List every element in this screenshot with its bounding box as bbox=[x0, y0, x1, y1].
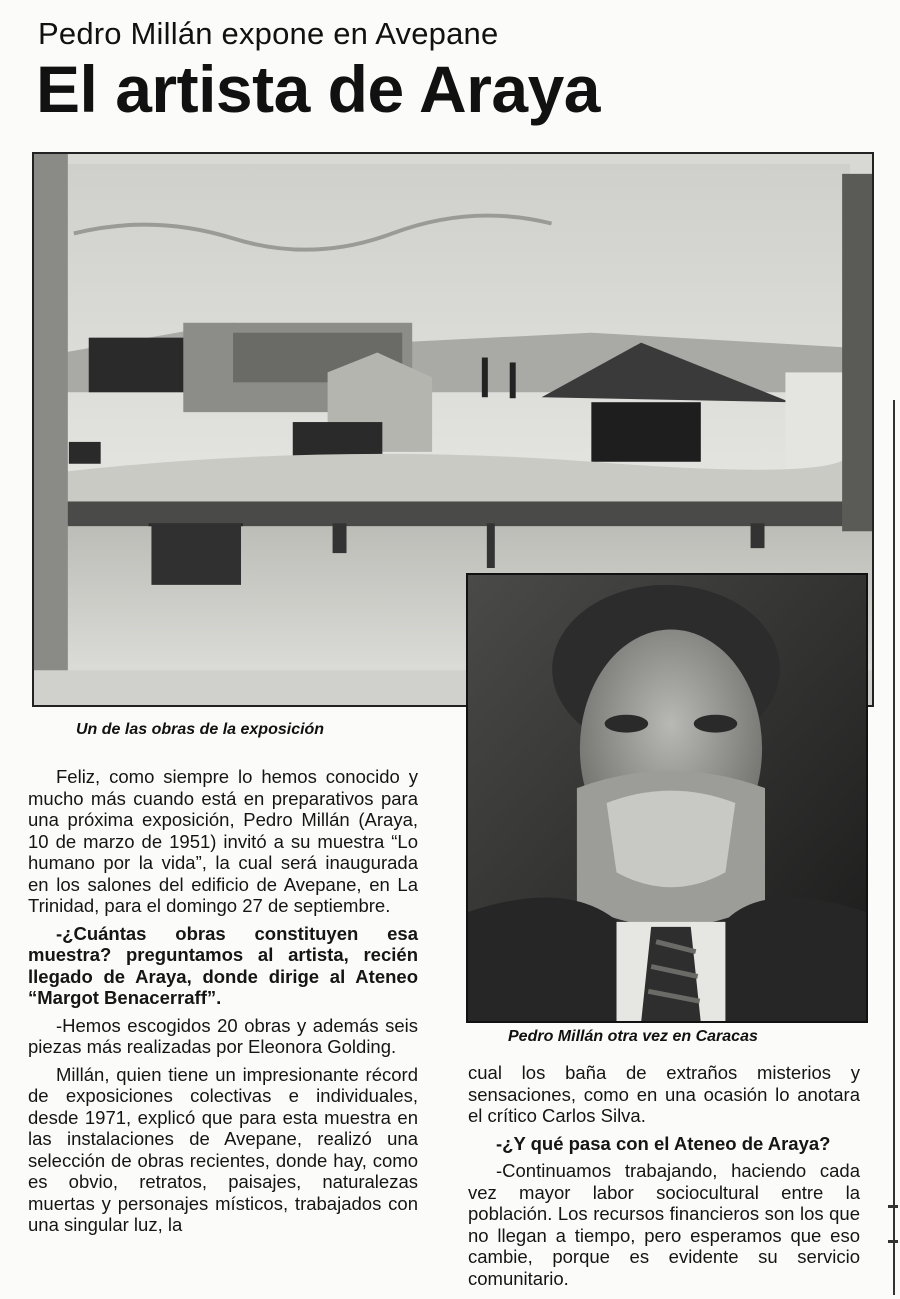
portrait-photo-icon bbox=[468, 575, 866, 1021]
article-kicker: Pedro Millán expone en Avepane bbox=[38, 16, 499, 51]
page-edge-rule bbox=[893, 400, 895, 1295]
paragraph: -Continuamos trabajando, haciendo cada vez mayor labor sociocultural entre la población. Los recursos financieros son los que no llegan a tiempo, pero esperamos que eso cambie, porque es evidente su servicio comunitario. bbox=[468, 1160, 860, 1289]
left-column bbox=[28, 766, 418, 1242]
paragraph: Feliz, como siempre lo hemos conocido y mucho más cuando está en preparativos para una próxima exposición, Pedro Millán (Araya, 10 de marzo de 1951) invitó a su muestra “Lo humano por la vida”, la cual será inaugurada en los salones del edificio de Avepane, en La Trinidad, para el domingo 27 de septiembre. bbox=[28, 766, 418, 916]
portrait-photo bbox=[466, 573, 868, 1023]
paragraph: -Hemos escogidos 20 obras y además seis piezas más realizadas por Eleonora Golding. bbox=[28, 1014, 418, 1057]
right-column bbox=[468, 1062, 860, 1295]
page-edge-mark bbox=[888, 1240, 898, 1243]
portrait-caption: Pedro Millán otra vez en Caracas bbox=[508, 1028, 758, 1045]
article-headline: El artista de Araya bbox=[36, 52, 601, 126]
paragraph: Millán, quien tiene un impresionante récord de exposiciones colectivas e individuales, desde 1971, explicó que para esta muestra en las instalaciones de Avepane, realizó una selección de obras recientes, donde hay, como es obvio, retratos, paisajes, naturalezas muertas y personajes místicos, trabajados con una singular luz, la bbox=[28, 1063, 418, 1235]
page-edge-mark bbox=[888, 1205, 898, 1208]
artwork-caption: Un de las obras de la exposición bbox=[76, 721, 325, 738]
paragraph: cual los baña de extraños misterios y sensaciones, como en una ocasión lo anotara el crítico Carlos Silva. bbox=[468, 1062, 860, 1126]
question-paragraph: -¿Y qué pasa con el Ateneo de Araya? bbox=[496, 1132, 831, 1154]
question-paragraph: -¿Cuántas obras constituyen esa muestra? preguntamos al artista, recién llegado de Araya, donde dirige al Ateneo “Margot Benacerraff”. bbox=[28, 922, 418, 1008]
